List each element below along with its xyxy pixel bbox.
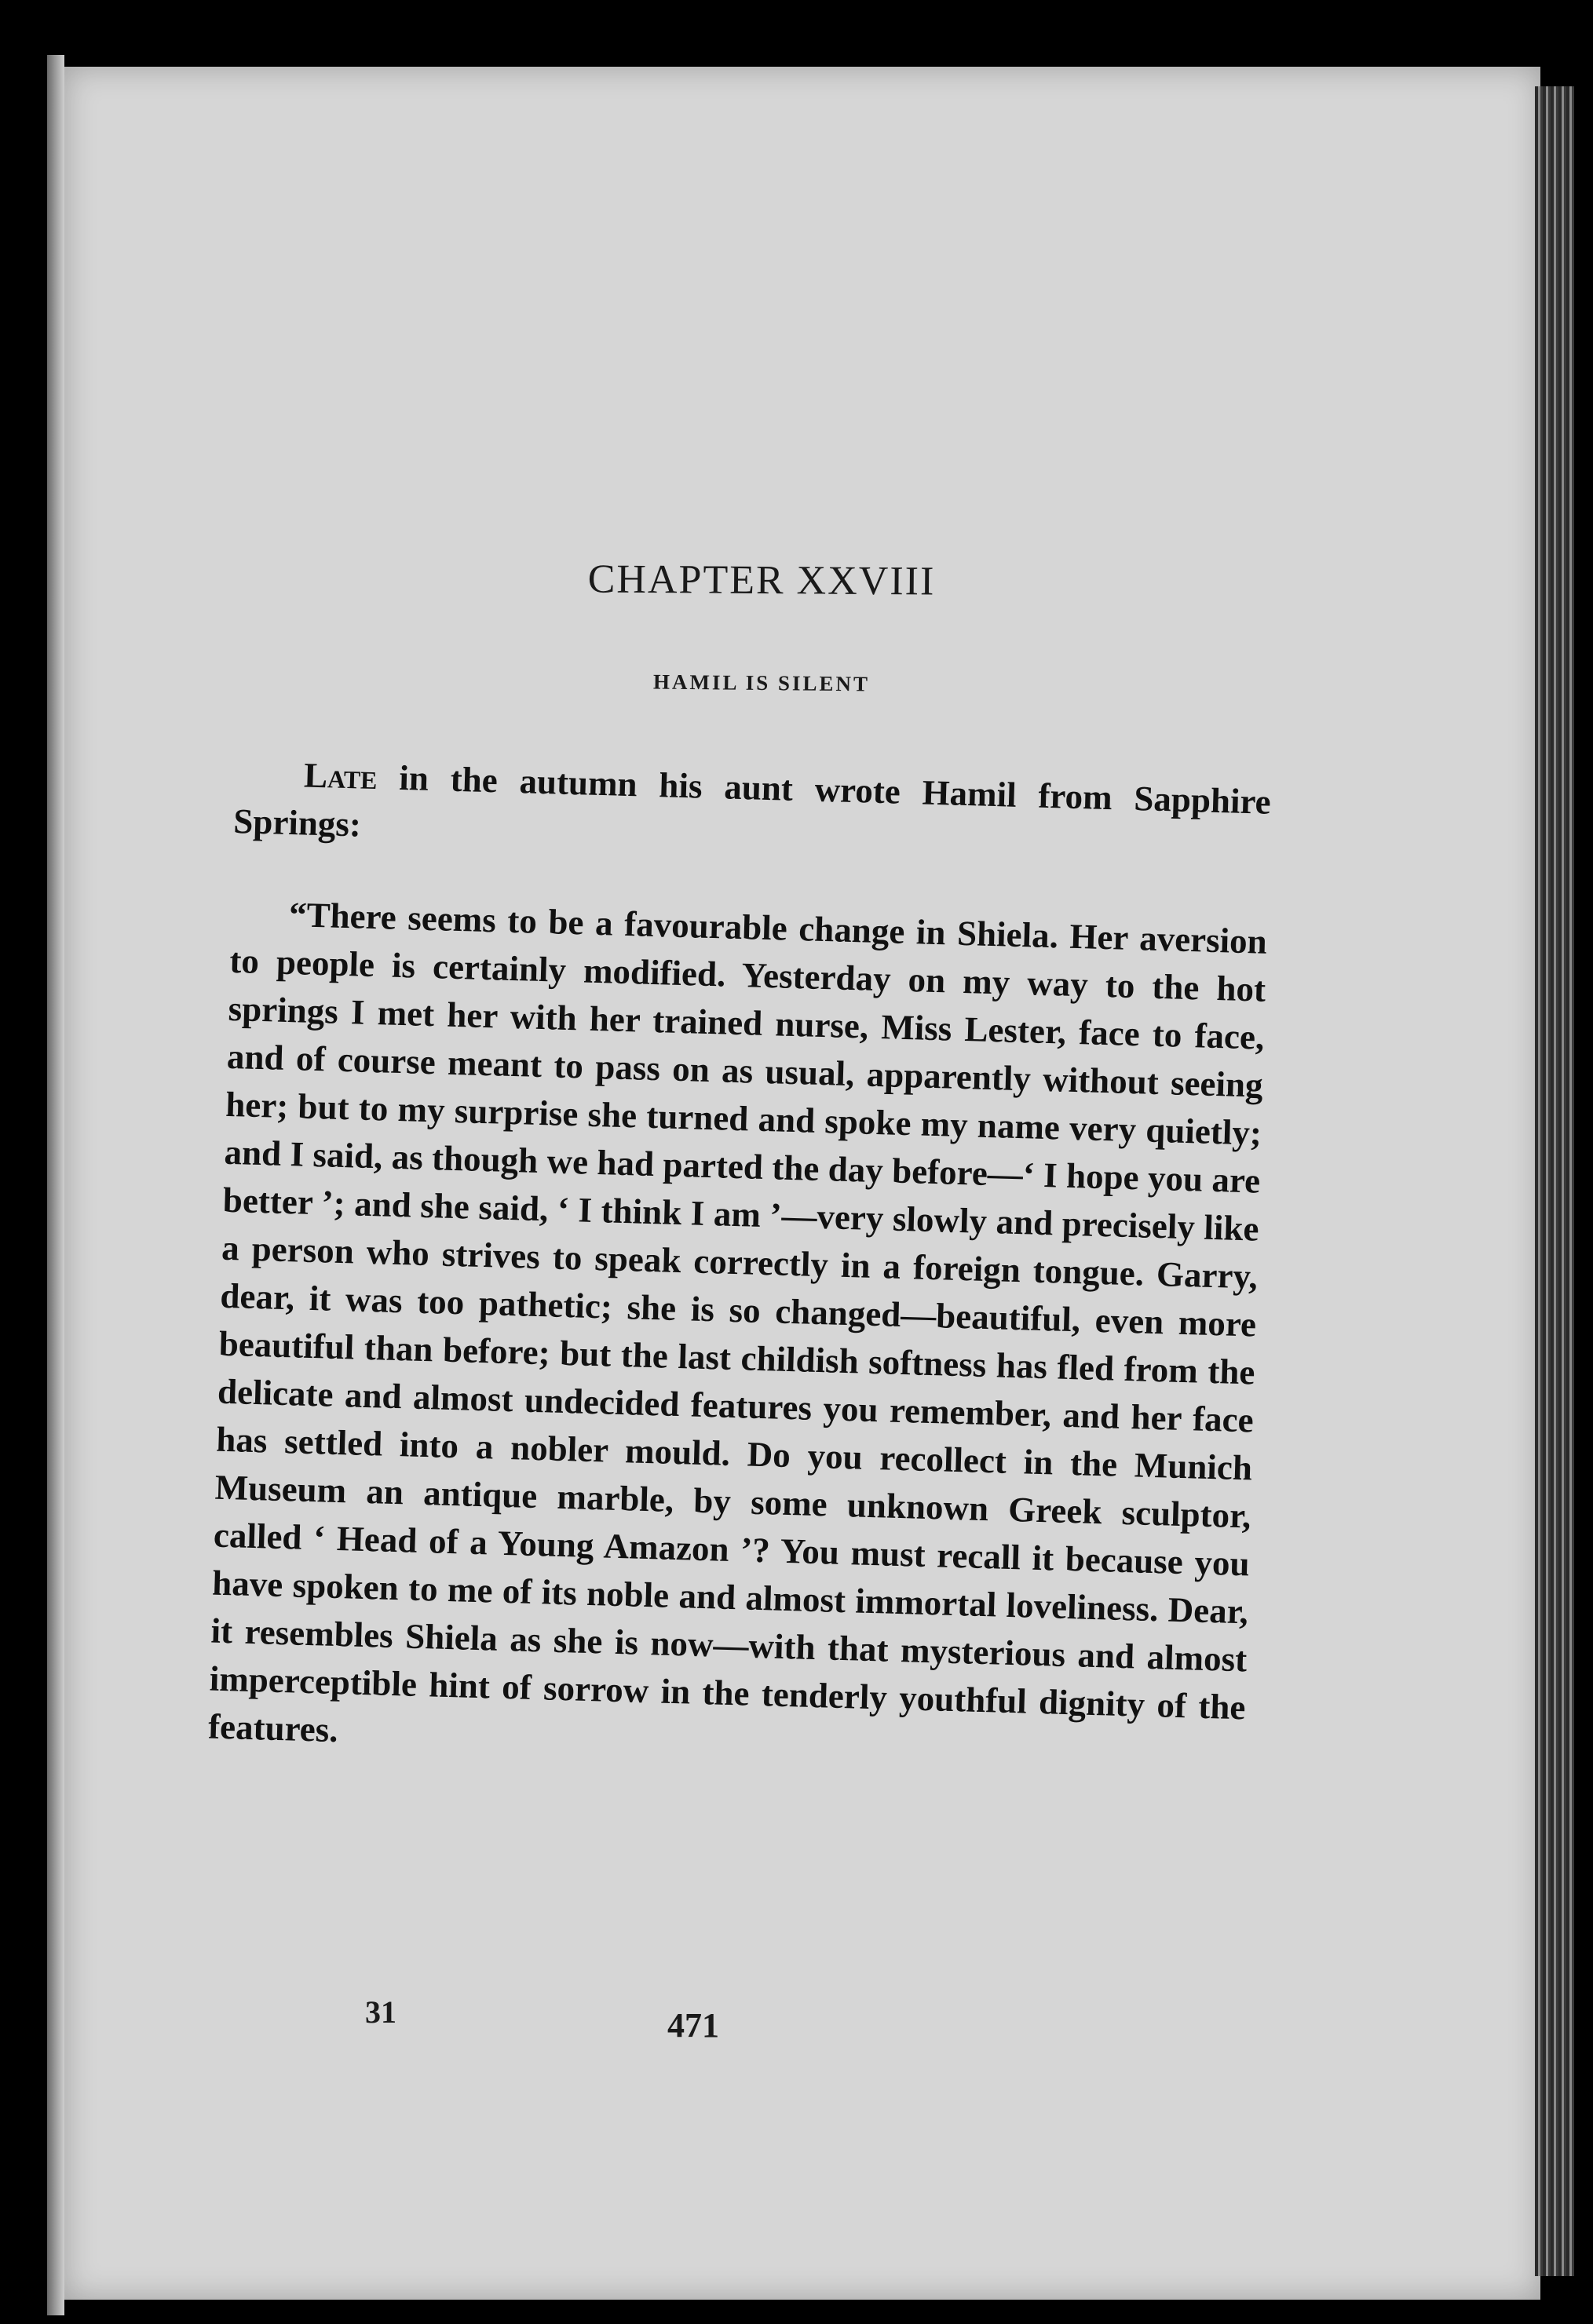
page-number: 471 (667, 2006, 719, 2045)
signature-mark: 31 (365, 1994, 396, 2030)
chapter-heading: CHAPTER XXVIII (587, 556, 936, 604)
lead-word: Late (303, 755, 378, 797)
body-text (207, 750, 1271, 1779)
page-stack-edge (1535, 86, 1574, 2276)
opening-paragraph-text: in the autumn his aunt wrote Hamil from Sapphire Springs: (232, 757, 1272, 845)
page-gutter (47, 55, 64, 2315)
letter-paragraph: “There seems to be a favourable change in Shiela. Her aversion to people is certainly modified. Yesterday on my way to the hot springs I met her with her trained nurse, Miss Lester, face to face, and of course meant to pass on as usual, apparently without seeing her; but to my surprise she turned and spoke my name very quietly; and I said, as though we had parted the day before—‘ I hope you are better ’; and she said, ‘ I think I am ’—very slowly and precisely like a person who strives to speak correctly in a foreign tongue. Garry, dear, it was too pathetic; she is so changed—beautiful, even more beautiful than before; but the last childish softness has fled from the delicate and almost undecided features you remember, and her face has settled into a nobler mould. Do you recollect in the Munich Museum an antique marble, by some unknown Greek sculptor, called ‘ Head of a Young Amazon ’? You must recall it because you have spoken to me of its noble and almost immortal loveliness. Dear, it resembles Shiela as she is now—with that mysterious and almost imperceptible hint of sorrow in the tenderly youthful dignity of the features. (207, 894, 1268, 1750)
chapter-subtitle: HAMIL IS SILENT (652, 669, 871, 696)
